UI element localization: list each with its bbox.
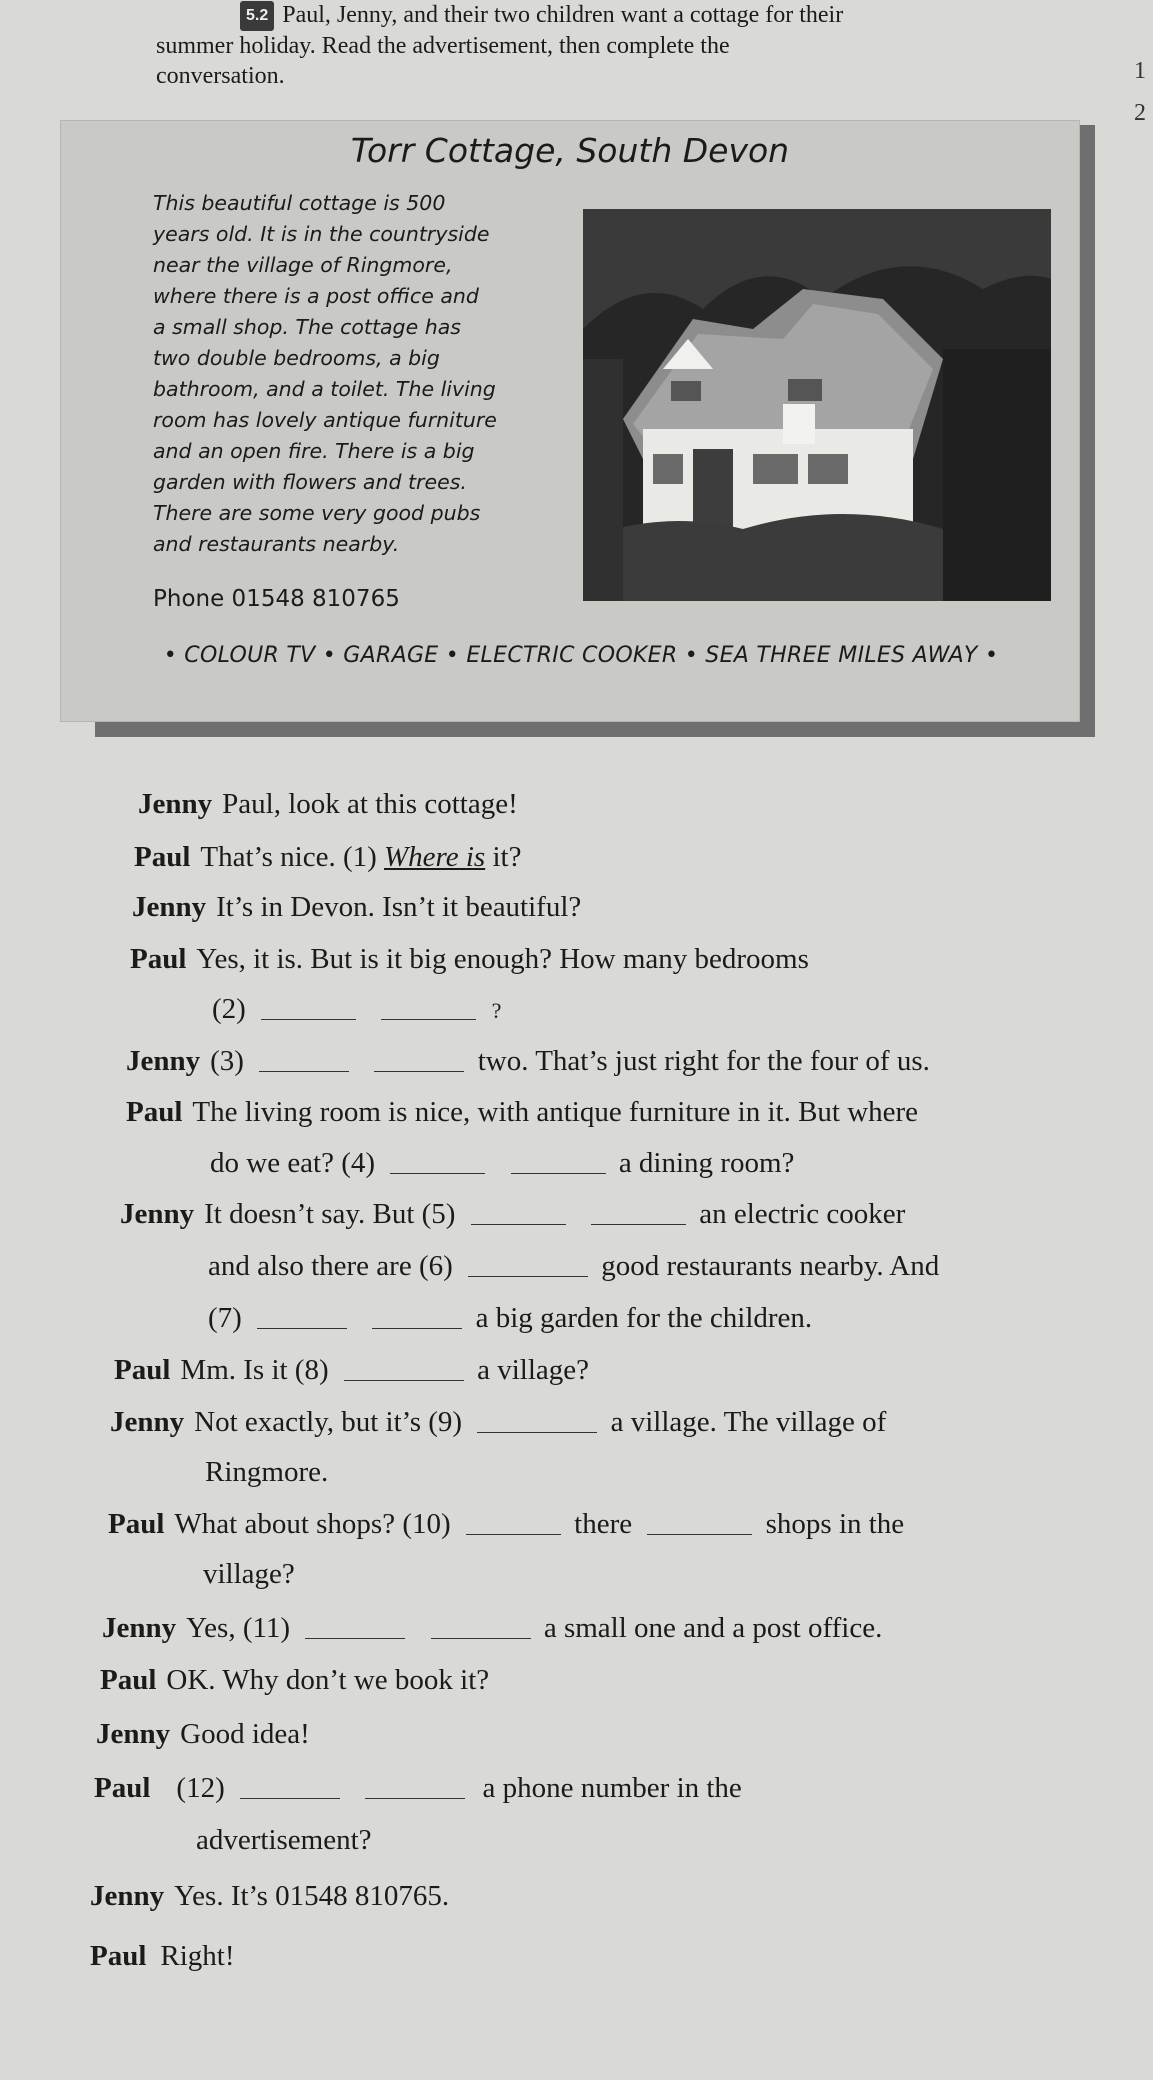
line-text: Paul, look at this cottage!	[222, 788, 518, 820]
line-text: Yes. It’s 01548 810765.	[174, 1880, 450, 1912]
line-text: Right!	[160, 1940, 235, 1972]
line-text: What about shops? (10)	[174, 1508, 451, 1540]
speaker: Paul	[114, 1354, 171, 1386]
blank-11a[interactable]	[305, 1616, 405, 1639]
blank-2a[interactable]	[261, 997, 356, 1020]
blank-2b[interactable]	[381, 997, 476, 1020]
dialogue-line	[114, 1354, 589, 1387]
line-text: Yes, (11)	[186, 1612, 291, 1644]
line-text: two. That’s just right for the four of us.	[477, 1045, 930, 1077]
line-text: a big garden for the children.	[475, 1302, 813, 1334]
line-text: and also there are (6)	[208, 1250, 453, 1282]
dialogue-line	[196, 1824, 372, 1857]
line-text: (3)	[210, 1045, 244, 1077]
speaker: Jenny	[126, 1045, 201, 1077]
line-text: advertisement?	[196, 1824, 372, 1856]
instruction-line-3: conversation.	[156, 63, 285, 89]
exercise-instruction	[140, 0, 960, 91]
blank-5b[interactable]	[591, 1202, 686, 1225]
margin-mark-2: 2	[1134, 100, 1146, 126]
dialogue-line	[126, 1096, 918, 1129]
dialogue-line	[120, 1198, 905, 1231]
advert-line: and an open fire. There is a big	[153, 439, 475, 463]
line-text: (2)	[212, 993, 246, 1025]
blank-11b[interactable]	[431, 1616, 531, 1639]
dialogue-line	[203, 1558, 295, 1591]
instruction-line-1: Paul, Jenny, and their two children want a cottage for their	[282, 2, 844, 28]
blank-6[interactable]	[468, 1254, 588, 1277]
advert-features: • COLOUR TV • GARAGE • ELECTRIC COOKER • SEA THREE MILES AWAY •	[163, 643, 999, 668]
speaker: Paul	[94, 1772, 151, 1804]
dialogue-line	[212, 993, 501, 1026]
speaker: Jenny	[120, 1198, 195, 1230]
blank-10b[interactable]	[647, 1512, 752, 1535]
speaker: Paul	[134, 841, 191, 873]
speaker: Paul	[100, 1664, 157, 1696]
line-text: Ringmore.	[205, 1456, 329, 1488]
line-text: it?	[492, 841, 522, 873]
speaker: Paul	[90, 1940, 147, 1972]
dialogue-line	[130, 943, 809, 976]
blank-3a[interactable]	[259, 1049, 349, 1072]
exercise-badge: 5.2	[240, 1, 274, 31]
dialogue-line	[126, 1045, 930, 1078]
advert-line: a small shop. The cottage has	[153, 315, 461, 339]
blank-9[interactable]	[477, 1410, 597, 1433]
line-text: a phone number in the	[482, 1772, 742, 1804]
speaker: Jenny	[138, 788, 213, 820]
line-text: there	[574, 1508, 633, 1540]
blank-10a[interactable]	[466, 1512, 561, 1535]
instruction-line-2: summer holiday. Read the advertisement, then complete the	[156, 33, 730, 59]
example-answer: Where is	[384, 841, 486, 873]
blank-4a[interactable]	[390, 1151, 485, 1174]
advert-line: years old. It is in the countryside	[153, 222, 490, 246]
dialogue-line	[90, 1940, 235, 1973]
advert-line: bathroom, and a toilet. The living	[153, 377, 496, 401]
dialogue-line	[110, 1406, 886, 1439]
line-text: do we eat? (4)	[210, 1147, 376, 1179]
line-text: It’s in Devon. Isn’t it beautiful?	[216, 891, 582, 923]
line-text: That’s nice. (1)	[200, 841, 377, 873]
speaker: Paul	[126, 1096, 183, 1128]
advert-line: room has lovely antique furniture	[153, 408, 497, 432]
cottage-photo	[583, 209, 1051, 601]
line-text: an electric cooker	[699, 1198, 906, 1230]
line-text: It doesn’t say. But (5)	[204, 1198, 456, 1230]
margin-mark-1: 1	[1134, 58, 1146, 84]
speaker: Paul	[130, 943, 187, 975]
advert-line: This beautiful cottage is 500	[153, 191, 446, 215]
line-text: ?	[491, 998, 502, 1023]
dialogue-line	[102, 1612, 882, 1645]
line-text: a dining room?	[618, 1147, 795, 1179]
speaker: Jenny	[96, 1718, 171, 1750]
dialogue-line	[132, 891, 581, 924]
speaker: Jenny	[110, 1406, 185, 1438]
advert-line: two double bedrooms, a big	[153, 346, 440, 370]
blank-3b[interactable]	[374, 1049, 464, 1072]
line-text: a village?	[477, 1354, 590, 1386]
line-text: (12)	[176, 1772, 225, 1804]
advert-line: near the village of Ringmore,	[153, 253, 453, 277]
dialogue-line	[134, 841, 521, 874]
blank-7b[interactable]	[372, 1306, 462, 1329]
dialogue-line	[210, 1147, 794, 1180]
dialogue-line	[205, 1456, 328, 1489]
advert-line: and restaurants nearby.	[153, 532, 400, 556]
dialogue-line	[96, 1718, 310, 1751]
dialogue-line	[208, 1302, 812, 1335]
dialogue-line	[138, 788, 518, 821]
line-text: village?	[203, 1558, 295, 1590]
line-text: a small one and a post office.	[543, 1612, 883, 1644]
line-text: Not exactly, but it’s (9)	[194, 1406, 463, 1438]
advert-box	[60, 120, 1080, 722]
blank-12a[interactable]	[240, 1776, 340, 1799]
advert-line: where there is a post office and	[153, 284, 479, 308]
dialogue-line	[100, 1664, 489, 1697]
line-text: good restaurants nearby. And	[601, 1250, 940, 1282]
advert-title: Torr Cottage, South Devon	[350, 131, 790, 170]
line-text: a village. The village of	[610, 1406, 887, 1438]
line-text: shops in the	[765, 1508, 905, 1540]
speaker: Paul	[108, 1508, 165, 1540]
blank-12b[interactable]	[365, 1776, 465, 1799]
blank-4b[interactable]	[511, 1151, 606, 1174]
blank-8[interactable]	[344, 1358, 464, 1381]
advert-line: There are some very good pubs	[153, 501, 481, 525]
blank-5a[interactable]	[471, 1202, 566, 1225]
speaker: Jenny	[132, 891, 207, 923]
speaker: Jenny	[90, 1880, 165, 1912]
speaker: Jenny	[102, 1612, 177, 1644]
blank-7a[interactable]	[257, 1306, 347, 1329]
dialogue-line	[94, 1772, 742, 1805]
line-text: Good idea!	[180, 1718, 310, 1750]
line-text: (7)	[208, 1302, 242, 1334]
line-text: Yes, it is. But is it big enough? How many bedrooms	[196, 943, 809, 975]
line-text: OK. Why don’t we book it?	[166, 1664, 490, 1696]
dialogue-line	[208, 1250, 939, 1283]
line-text: The living room is nice, with antique furniture in it. But where	[192, 1096, 919, 1128]
dialogue-line	[90, 1880, 449, 1913]
advert-phone: Phone 01548 810765	[153, 586, 400, 612]
dialogue-line	[108, 1508, 904, 1541]
advert-description	[153, 188, 609, 560]
line-text: Mm. Is it (8)	[180, 1354, 329, 1386]
advert-line: garden with flowers and trees.	[153, 470, 467, 494]
